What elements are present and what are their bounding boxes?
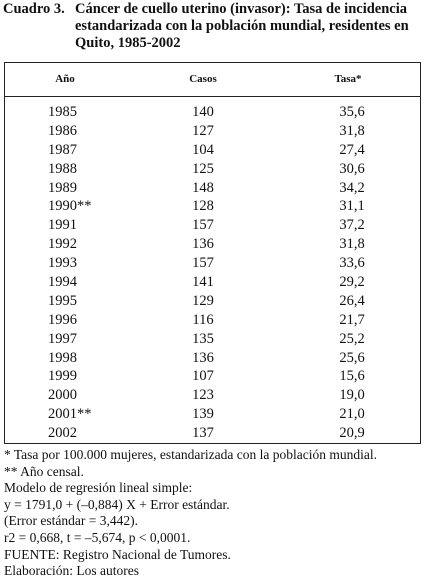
- table-row: [5, 161, 420, 180]
- year-cell: 1990**: [48, 198, 92, 215]
- table-caption: [3, 1, 423, 52]
- table-header: [5, 63, 420, 97]
- table-row: [5, 180, 420, 199]
- cases-cell: 141: [192, 274, 214, 291]
- rate-cell: 21,7: [339, 311, 365, 328]
- year-cell: 1986: [48, 122, 77, 139]
- table-row: [5, 123, 420, 142]
- table-row: [5, 368, 420, 387]
- cases-cell: 157: [192, 217, 214, 234]
- cases-cell: 135: [192, 330, 214, 347]
- cases-cell: 148: [192, 179, 214, 196]
- cases-cell: 104: [192, 141, 214, 158]
- year-cell: 2002: [48, 425, 77, 442]
- cases-cell: 123: [192, 387, 214, 404]
- table-row: [5, 255, 420, 274]
- year-cell: 1988: [48, 160, 77, 177]
- table-row: [5, 217, 420, 236]
- table-row: [5, 425, 420, 444]
- caption-label: Cuadro 3.: [3, 1, 65, 17]
- header-year: Año: [55, 73, 75, 85]
- note-line: y = 1791,0 + (–0,884) X + Error estándar.: [4, 496, 230, 512]
- year-cell: 1992: [48, 236, 77, 253]
- cases-cell: 136: [192, 349, 214, 366]
- table-row: [5, 274, 420, 293]
- table-row: [5, 236, 420, 255]
- rate-cell: 21,0: [339, 406, 365, 423]
- rate-cell: 34,2: [339, 179, 365, 196]
- year-cell: 1994: [48, 274, 77, 291]
- note-line: r2 = 0,668, t = –5,674, p < 0,0001.: [4, 529, 191, 545]
- table-body: [5, 104, 420, 444]
- rate-cell: 27,4: [339, 141, 365, 158]
- cases-cell: 136: [192, 236, 214, 253]
- year-cell: 1997: [48, 330, 77, 347]
- rate-cell: 37,2: [339, 217, 365, 234]
- rate-cell: 15,6: [339, 368, 365, 385]
- table-row: [5, 331, 420, 350]
- table-row: [5, 293, 420, 312]
- caption-title: Cáncer de cuello uterino (invasor): Tasa de incidencia estandarizada con la población mundial, residentes en Quito, 1985-2002: [75, 1, 409, 51]
- data-table: [4, 62, 421, 444]
- year-cell: 1991: [48, 217, 77, 234]
- year-cell: 2000: [48, 387, 77, 404]
- table-row: [5, 142, 420, 161]
- cases-cell: 116: [192, 311, 214, 328]
- table-row: [5, 198, 420, 217]
- year-cell: 1995: [48, 292, 77, 309]
- rate-cell: 35,6: [339, 104, 365, 120]
- table-row: [5, 312, 420, 331]
- cases-cell: 128: [192, 198, 214, 215]
- cases-cell: 125: [192, 160, 214, 177]
- table-row: [5, 350, 420, 369]
- year-cell: 1987: [48, 141, 77, 158]
- note-line: Modelo de regresión lineal simple:: [4, 480, 193, 496]
- cases-cell: 107: [192, 368, 214, 385]
- cases-cell: 127: [192, 122, 214, 139]
- cases-cell: 140: [192, 104, 214, 120]
- year-cell: 2001**: [48, 406, 92, 423]
- rate-cell: 31,8: [339, 236, 365, 253]
- year-cell: 1993: [48, 255, 77, 272]
- cases-cell: 137: [192, 425, 214, 442]
- table-row: [5, 387, 420, 406]
- year-cell: 1985: [48, 104, 77, 120]
- cases-cell: 139: [192, 406, 214, 423]
- note-line: ** Año censal.: [4, 463, 84, 479]
- rate-cell: 26,4: [339, 292, 365, 309]
- header-cases: Casos: [189, 73, 217, 85]
- rate-cell: 25,2: [339, 330, 365, 347]
- year-cell: 1999: [48, 368, 77, 385]
- note-line: Elaboración: Los autores: [4, 563, 139, 579]
- table-row: [5, 104, 420, 123]
- rate-cell: 30,6: [339, 160, 365, 177]
- rate-cell: 20,9: [339, 425, 365, 442]
- year-cell: 1989: [48, 179, 77, 196]
- note-line: * Tasa por 100.000 mujeres, estandarizada con la población mundial.: [4, 447, 377, 462]
- rate-cell: 19,0: [339, 387, 365, 404]
- rate-cell: 31,8: [339, 122, 365, 139]
- rate-cell: 25,6: [339, 349, 365, 366]
- note-line: FUENTE: Registro Nacional de Tumores.: [4, 546, 231, 562]
- cases-cell: 129: [192, 292, 214, 309]
- cases-cell: 157: [192, 255, 214, 272]
- note-line: (Error estándar = 3,442).: [4, 513, 138, 529]
- header-rate: Tasa*: [334, 73, 362, 85]
- rate-cell: 29,2: [339, 274, 365, 291]
- table-notes: [4, 447, 422, 580]
- table-row: [5, 406, 420, 425]
- year-cell: 1998: [48, 349, 77, 366]
- year-cell: 1996: [48, 311, 77, 328]
- rate-cell: 31,1: [339, 198, 365, 215]
- rate-cell: 33,6: [339, 255, 365, 272]
